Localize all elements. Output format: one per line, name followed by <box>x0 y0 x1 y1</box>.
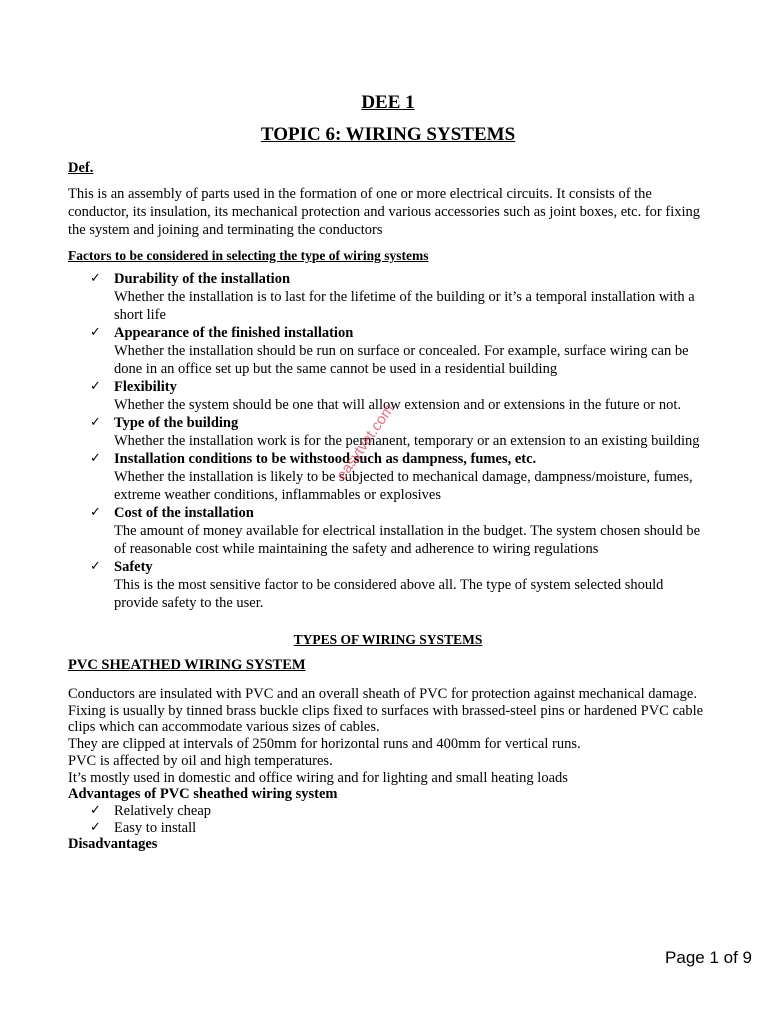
factor-item <box>68 558 708 612</box>
factor-title: Installation conditions to be withstood such as dampness, fumes, etc. <box>114 451 537 467</box>
factor-title: Safety <box>114 559 153 575</box>
page-number: Page 1 of 9 <box>665 948 752 967</box>
factor-text: Whether the system should be one that will allow extension and or extensions in the future or not. <box>114 397 681 413</box>
pvc-line: Conductors are insulated with PVC and an overall sheath of PVC for protection against mechanical damage. <box>68 686 697 702</box>
advantage-item <box>68 820 708 837</box>
factor-text: This is the most sensitive factor to be considered above all. The type of system selected should provide safety to the user. <box>114 577 664 611</box>
checkmark-icon: ✓ <box>90 819 101 835</box>
pvc-description <box>68 686 708 853</box>
factor-text: Whether the installation should be run on surface or concealed. For example, surface wiring can be done in an office set up but the same cannot be used in a residential building <box>114 343 689 377</box>
watermark: easytvet.com <box>333 401 398 484</box>
definition-text: This is an assembly of parts used in the formation of one or more electrical circuits. It consists of the conductor, its insulation, its mechanical protection and various accessories such as joint boxes, etc. for fixing the system and joining and terminating the conductors <box>68 186 701 238</box>
factor-item <box>68 504 708 558</box>
checkmark-icon: ✓ <box>90 559 101 574</box>
factor-text: The amount of money available for electrical installation in the budget. The system chosen should be of reasonable cost while maintaining the safety and adherence to wiring regulations <box>114 523 701 557</box>
checkmark-icon: ✓ <box>90 451 101 466</box>
course-title: DEE 1 <box>361 92 415 113</box>
factor-text: Whether the installation is likely to be subjected to mechanical damage, dampness/moisture, fumes, extreme weather conditions, inflammables or explosives <box>114 469 693 503</box>
document-page <box>68 92 708 853</box>
factor-title: Cost of the installation <box>114 505 254 521</box>
pvc-heading: PVC SHEATHED WIRING SYSTEM <box>68 657 306 673</box>
advantage-text: Easy to install <box>114 819 197 836</box>
checkmark-icon: ✓ <box>90 505 101 520</box>
checkmark-icon: ✓ <box>90 415 101 430</box>
factors-list <box>68 270 708 612</box>
checkmark-icon: ✓ <box>90 271 101 286</box>
factor-text: Whether the installation is to last for the lifetime of the building or it’s a temporal installation with a short life <box>114 289 695 323</box>
pvc-line: Fixing is usually by tinned brass buckle clips fixed to surfaces with brassed-steel pins or hardened PVC cable clips which can accommodate various sizes of cables. <box>68 702 704 736</box>
definition-label: Def. <box>68 160 94 176</box>
factor-item <box>68 414 708 450</box>
checkmark-icon: ✓ <box>90 379 101 394</box>
factor-item <box>68 324 708 378</box>
pvc-line: They are clipped at intervals of 250mm for horizontal runs and 400mm for vertical runs. <box>68 736 581 753</box>
factor-title: Appearance of the finished installation <box>114 325 354 341</box>
checkmark-icon: ✓ <box>90 325 101 340</box>
advantage-text: Relatively cheap <box>114 802 212 819</box>
advantage-item <box>68 803 708 820</box>
factor-item <box>68 270 708 324</box>
factor-title: Flexibility <box>114 379 177 395</box>
factor-item <box>68 378 708 414</box>
topic-title: TOPIC 6: WIRING SYSTEMS <box>260 124 516 145</box>
pvc-line: PVC is affected by oil and high temperatures. <box>68 752 333 769</box>
pvc-line: It’s mostly used in domestic and office wiring and for lighting and small heating loads <box>68 769 568 786</box>
factor-title: Durability of the installation <box>114 271 291 287</box>
factor-item <box>68 450 708 504</box>
advantages-heading: Advantages of PVC sheathed wiring system <box>68 786 338 803</box>
checkmark-icon: ✓ <box>90 802 101 818</box>
disadvantages-heading: Disadvantages <box>68 836 158 853</box>
factor-text: Whether the installation work is for the permanent, temporary or an extension to an existing building <box>114 433 700 449</box>
factors-heading: Factors to be considered in selecting the type of wiring systems <box>68 248 429 263</box>
advantages-list <box>68 803 708 836</box>
types-heading: TYPES OF WIRING SYSTEMS <box>293 632 483 647</box>
factor-title: Type of the building <box>114 415 239 431</box>
